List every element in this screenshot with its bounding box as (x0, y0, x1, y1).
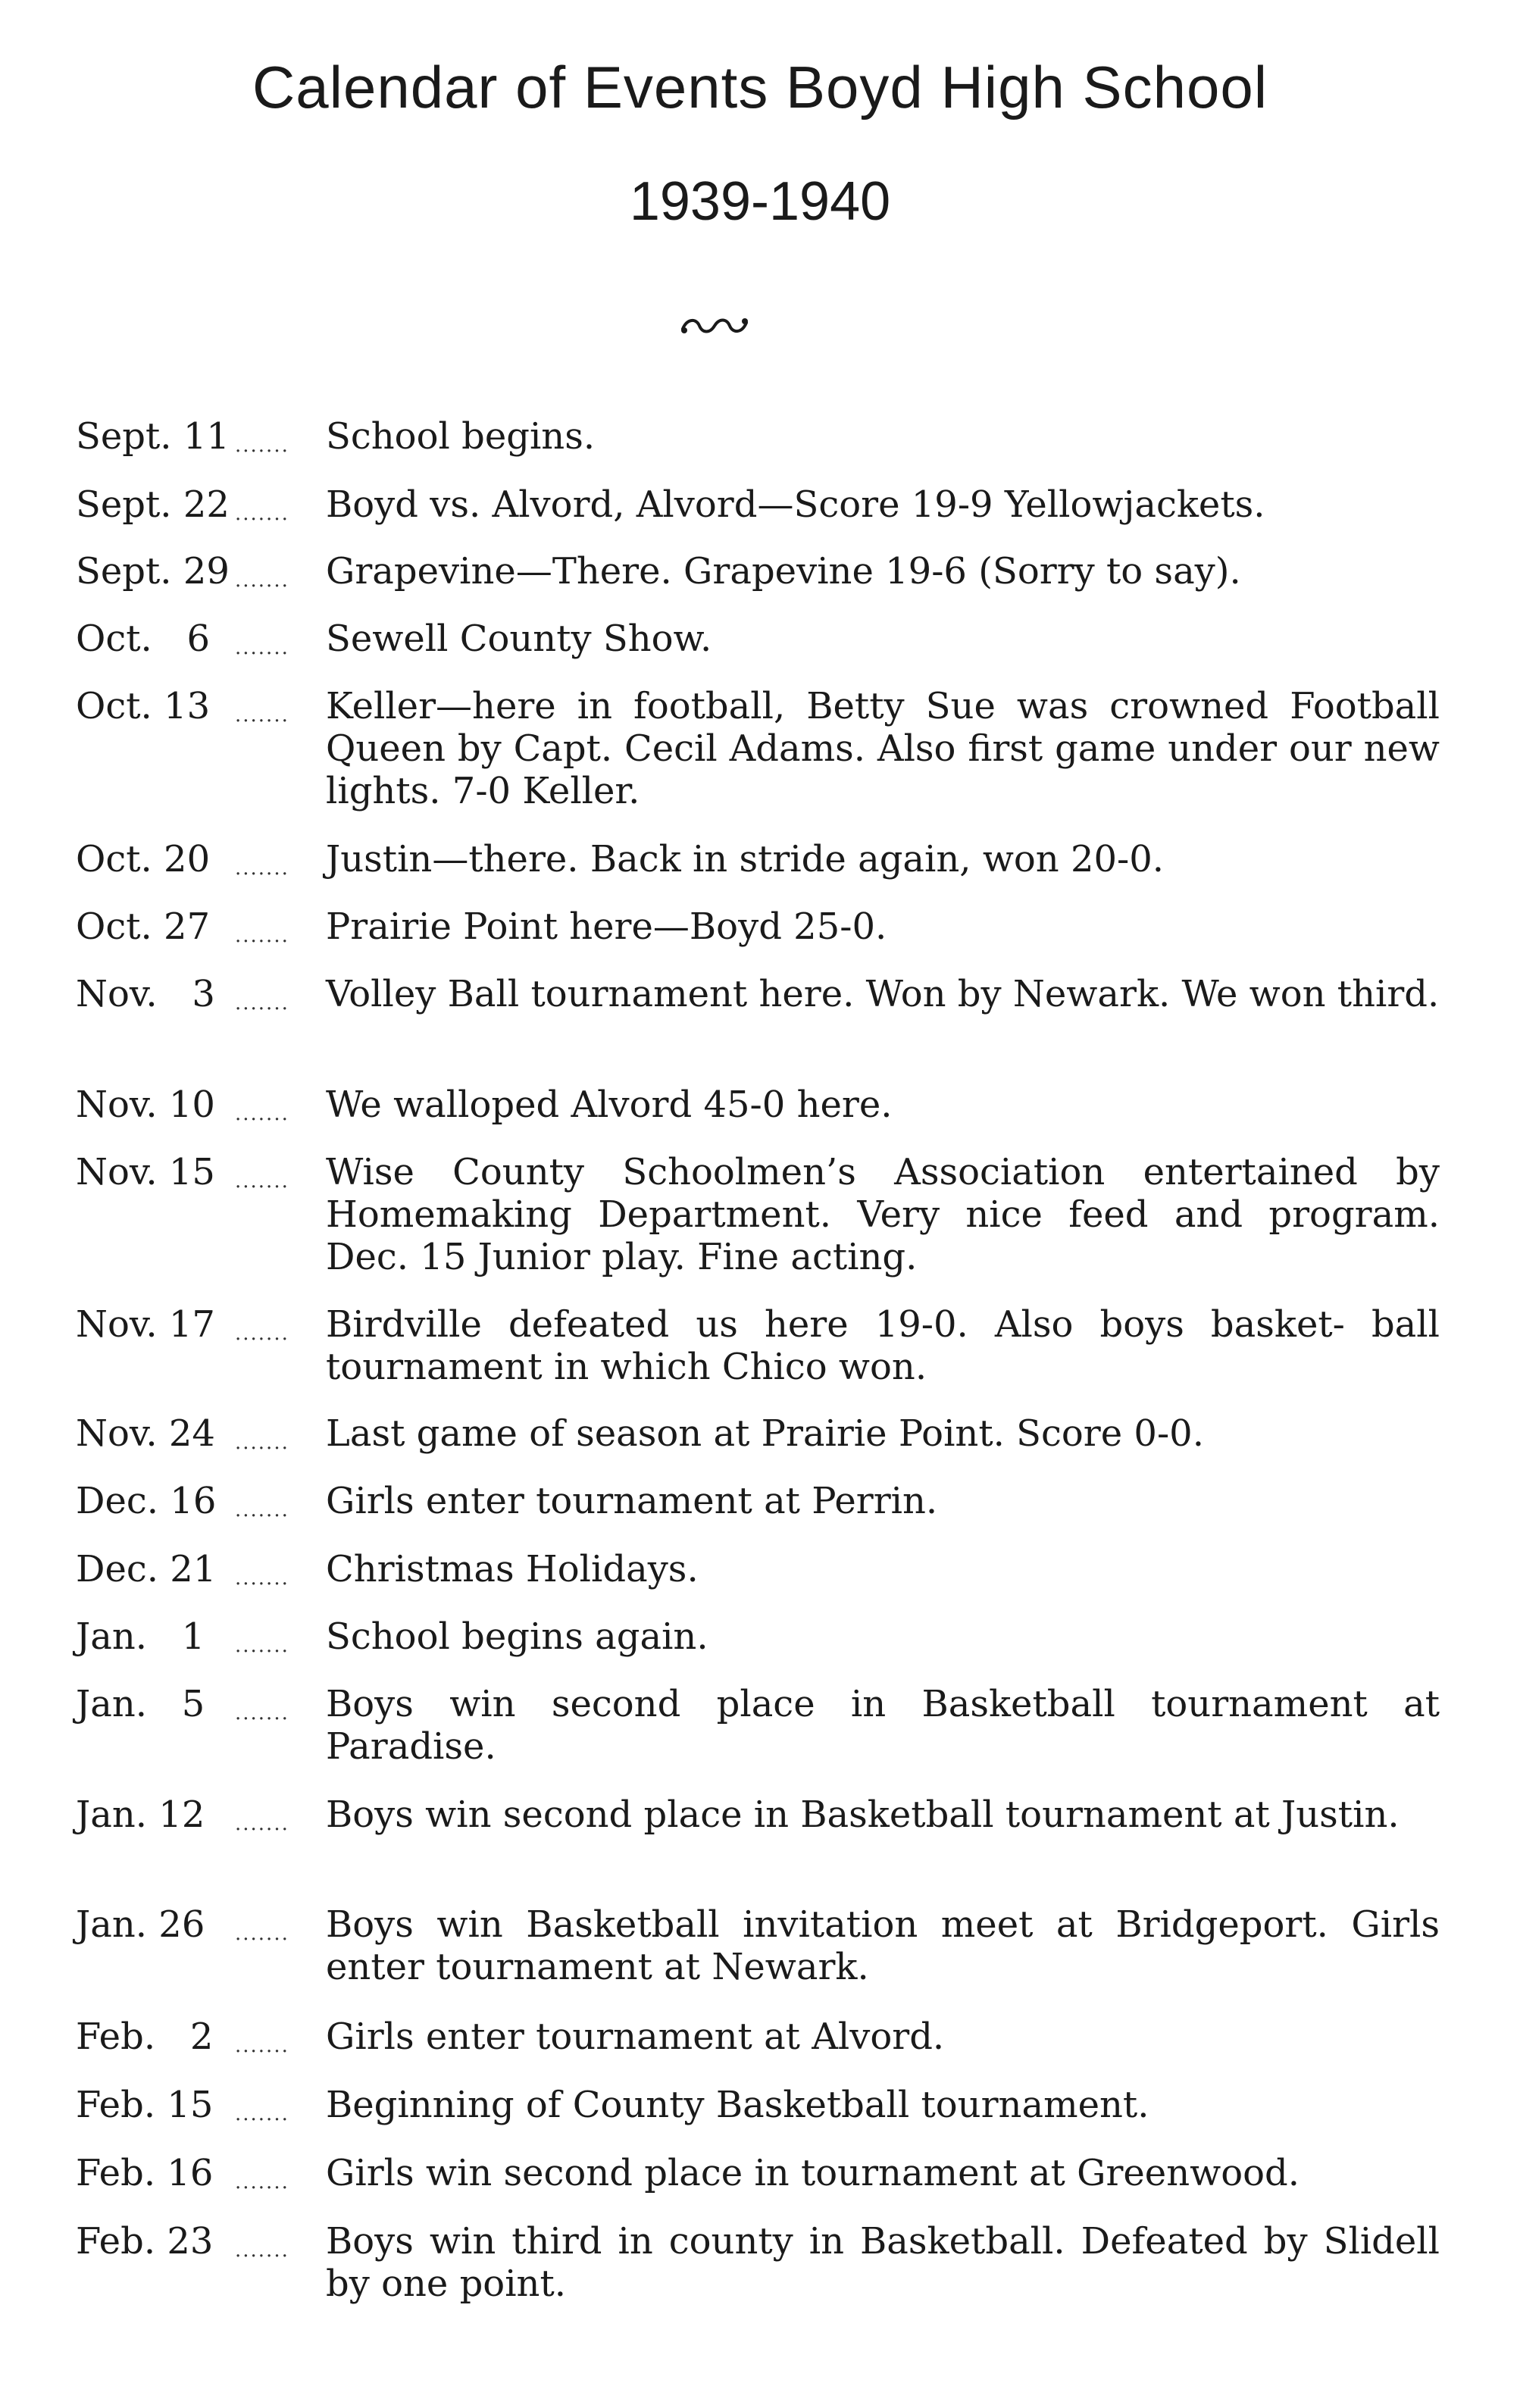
event-description: Last game of season at Prairie Point. Score 0-0. (326, 1412, 1204, 1455)
event-description: Boyd vs. Alvord, Alvord—Score 19-9 Yellowjackets. (326, 483, 1265, 526)
list-item (76, 2220, 1440, 2372)
dot-leader: ....... (235, 438, 289, 453)
dot-leader: ....... (235, 708, 289, 723)
event-date: Feb. 23 (76, 2220, 214, 2263)
event-description: Sewell County Show. (326, 618, 712, 660)
event-description: School begins. (326, 415, 596, 458)
event-description: Boys win third in county in Basketball. Defeated by Slidell by one point. (326, 2220, 1440, 2305)
event-date: Nov. 15 (76, 1151, 215, 1193)
event-description: Prairie Point here—Boyd 25-0. (326, 905, 887, 948)
dot-leader: ....... (235, 1706, 289, 1721)
event-description: Birdville defeated us here 19-0. Also boys basket- ball tournament in which Chico won. (326, 1303, 1440, 1388)
event-description: Beginning of County Basketball tournament. (326, 2084, 1149, 2126)
event-date: Dec. 21 (76, 1548, 217, 1590)
dot-leader: ....... (235, 1326, 289, 1341)
event-description: Christmas Holidays. (326, 1548, 699, 1590)
dot-leader: ....... (235, 640, 289, 655)
event-date: Nov. 24 (76, 1412, 215, 1455)
list-item (76, 685, 1440, 837)
dot-leader: ....... (235, 1106, 289, 1121)
event-description: We walloped Alvord 45-0 here. (326, 1084, 893, 1126)
page-title: Calendar of Events Boyd High School (252, 54, 1268, 120)
event-description: Justin—there. Back in stride again, won 20-0. (326, 838, 1165, 880)
page-subtitle-year: 1939-1940 (629, 171, 891, 232)
dot-leader: ....... (235, 1816, 289, 1831)
dot-leader: ....... (235, 1174, 289, 1189)
dot-leader: ....... (235, 573, 289, 588)
event-date: Sept. 11 (76, 415, 230, 458)
dot-leader: ....... (235, 2038, 289, 2053)
event-date: Sept. 22 (76, 483, 230, 526)
event-date: Nov. 17 (76, 1303, 215, 1346)
dot-leader: ....... (235, 506, 289, 521)
event-date: Feb. 15 (76, 2084, 214, 2126)
dot-leader: ....... (235, 861, 289, 876)
dot-leader: ....... (235, 2243, 289, 2258)
event-date: Nov. 10 (76, 1084, 215, 1126)
event-description: Boys win second place in Basketball tournament at Paradise. (326, 1683, 1440, 1768)
dot-leader: ....... (235, 1503, 289, 1518)
event-date: Feb. 2 (76, 2016, 214, 2058)
event-description: Volley Ball tournament here. Won by Newark. We won third. (326, 973, 1440, 1015)
event-date: Oct. 13 (76, 685, 211, 727)
event-date: Jan. 1 (76, 1615, 205, 1658)
event-description: Keller—here in football, Betty Sue was crowned Football Queen by Capt. Cecil Adams. Also first game under our new lights. 7-0 Keller. (326, 685, 1440, 812)
event-description: Girls win second place in tournament at Greenwood. (326, 2152, 1300, 2194)
dot-leader: ....... (235, 2106, 289, 2122)
dot-leader: ....... (235, 1571, 289, 1586)
event-date: Oct. 20 (76, 838, 211, 880)
dot-leader: ....... (235, 928, 289, 943)
dot-leader: ....... (235, 996, 289, 1011)
dot-leader: ....... (235, 2175, 289, 2190)
dot-leader: ....... (235, 1926, 289, 1941)
event-description: Wise County Schoolmen’s Association entertained by Homemaking Department. Very nice feed and program. Dec. 15 Junior play. Fine acting. (326, 1151, 1440, 1278)
event-date: Oct. 27 (76, 905, 211, 948)
event-description: School begins again. (326, 1615, 708, 1658)
dot-leader: ....... (235, 1638, 289, 1653)
event-date: Oct. 6 (76, 618, 211, 660)
event-description: Boys win second place in Basketball tournament at Justin. (326, 1793, 1400, 1836)
event-date: Jan. 12 (76, 1793, 205, 1836)
flourish-ornament-icon (677, 311, 752, 341)
list-item (76, 1151, 1440, 1303)
event-date: Sept. 29 (76, 550, 230, 593)
event-date: Feb. 16 (76, 2152, 214, 2194)
event-description: Girls enter tournament at Alvord. (326, 2016, 945, 2058)
event-date: Jan. 5 (76, 1683, 205, 1725)
event-description: Grapevine—There. Grapevine 19-6 (Sorry to say). (326, 550, 1241, 593)
event-date: Dec. 16 (76, 1480, 217, 1522)
event-description: Boys win Basketball invitation meet at Bridgeport. Girls enter tournament at Newark. (326, 1903, 1440, 1988)
event-date: Nov. 3 (76, 973, 215, 1015)
event-description: Girls enter tournament at Perrin. (326, 1480, 938, 1522)
event-date: Jan. 26 (76, 1903, 205, 1946)
dot-leader: ....... (235, 1435, 289, 1450)
